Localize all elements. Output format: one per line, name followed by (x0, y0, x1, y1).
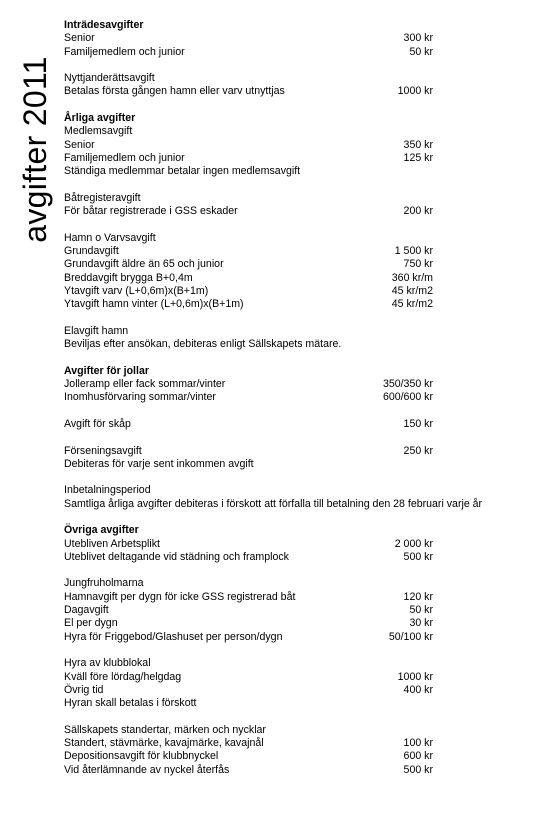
fee-label: Elavgift hamn (64, 324, 129, 337)
fee-line (64, 737, 524, 750)
fee-label: Förseningsavgift (64, 444, 142, 457)
fee-label: Familjemedlem och junior (64, 45, 185, 58)
fee-line (64, 125, 524, 138)
fee-amount: 300 kr (403, 32, 433, 45)
fee-section (64, 72, 524, 99)
fee-amount: 350/350 kr (382, 378, 433, 391)
fee-line (64, 192, 524, 205)
fee-amount: 50 kr (409, 45, 433, 58)
section-heading (64, 19, 524, 32)
fee-line (64, 258, 524, 271)
fee-line (64, 498, 524, 511)
fee-label: Övrig tid (64, 683, 104, 696)
fee-line (64, 232, 524, 245)
fee-label: Jungfruholmarna (64, 577, 144, 590)
fee-amount: 350 kr (403, 138, 433, 151)
fee-amount: 100 kr (403, 737, 433, 750)
fee-label: Hyran skall betalas i förskott (64, 697, 197, 710)
fee-amount: 1 500 kr (394, 245, 433, 258)
fee-amount: 150 kr (403, 417, 433, 430)
fee-section (64, 232, 524, 312)
fee-amount: 120 kr (403, 590, 433, 603)
fee-label: Ständiga medlemmar betalar ingen medlemsavgift (64, 165, 301, 178)
fee-line (64, 445, 524, 458)
fee-line (64, 165, 524, 178)
fee-amount: 250 kr (403, 444, 433, 457)
fee-label: Avgift för skåp (64, 417, 131, 430)
fee-line (64, 538, 524, 551)
fee-line (64, 684, 524, 697)
fee-section (64, 192, 524, 219)
section-heading (64, 365, 524, 378)
fee-line (64, 205, 524, 218)
fee-line (64, 285, 524, 298)
fee-line (64, 657, 524, 670)
fee-line (64, 245, 524, 258)
fee-label: Nyttjanderättsavgift (64, 72, 155, 85)
fee-amount: 500 kr (403, 763, 433, 776)
section-heading (64, 524, 524, 537)
fee-line (64, 577, 524, 590)
fee-section (64, 657, 524, 710)
section-heading-text: Inträdesavgifter (64, 19, 144, 31)
fee-label: Grundavgift (64, 245, 119, 258)
fee-section (64, 724, 524, 777)
fee-label: Betalas första gången hamn eller varv utnyttjas (64, 85, 285, 98)
fee-label: Medlemsavgift (64, 125, 133, 138)
fee-amount: 50 kr (409, 604, 433, 617)
fee-line (64, 617, 524, 630)
fee-label: Debiteras för varje sent inkommen avgift (64, 457, 254, 470)
fee-amount: 600/600 kr (382, 391, 433, 404)
fee-amount: 45 kr/m2 (391, 298, 433, 311)
fee-section (64, 577, 524, 643)
fee-label: Senior (64, 32, 95, 45)
fee-amount: 400 kr (403, 683, 433, 696)
fee-amount: 750 kr (403, 258, 433, 271)
fee-label: Ytavgift varv (L+0,6m)x(B+1m) (64, 284, 209, 297)
fee-amount: 125 kr (403, 151, 433, 164)
section-heading-text: Årliga avgifter (64, 112, 136, 125)
fee-line (64, 152, 524, 165)
fee-list (64, 19, 524, 790)
fee-label: Samtliga årliga avgifter debiteras i förskott att förfalla till betalning den 28 februari varje år (64, 497, 483, 510)
fee-line (64, 551, 524, 564)
fee-label: Depositionsavgift för klubbnyckel (64, 750, 219, 763)
fee-section (64, 112, 524, 178)
fee-label: Hamn o Varvsavgift (64, 231, 156, 244)
fee-label: Dagavgift (64, 604, 109, 617)
fee-section (64, 325, 524, 352)
fee-label: Jolleramp eller fack sommar/vinter (64, 378, 226, 391)
fee-label: El per dygn (64, 617, 118, 630)
fee-line (64, 272, 524, 285)
fee-amount: 200 kr (403, 205, 433, 218)
fee-section (64, 19, 524, 59)
fee-amount: 1000 kr (397, 670, 433, 683)
fee-label: Sällskapets standertar, märken och nycklar (64, 723, 266, 736)
fee-line (64, 671, 524, 684)
fee-label: Kväll före lördag/helgdag (64, 670, 182, 683)
fee-line (64, 391, 524, 404)
fee-line (64, 697, 524, 710)
fee-line (64, 338, 524, 351)
fee-amount: 1000 kr (397, 85, 433, 98)
side-title-text: avgifter 2011 (16, 55, 53, 243)
fee-label: Senior (64, 138, 95, 151)
section-heading (64, 112, 524, 125)
fee-line (64, 631, 524, 644)
fee-amount: 360 kr/m (391, 271, 433, 284)
fee-amount: 600 kr (403, 750, 433, 763)
fee-section (64, 524, 524, 564)
fee-line (64, 418, 524, 431)
fee-label: För båtar registrerade i GSS eskader (64, 205, 238, 218)
fee-label: Uteblivet deltagande vid städning och framplock (64, 550, 289, 563)
fee-amount: 500 kr (403, 550, 433, 563)
fee-label: Grundavgift äldre än 65 och junior (64, 258, 224, 271)
fee-line (64, 604, 524, 617)
fee-label: Utebliven Arbetsplikt (64, 537, 160, 550)
fee-line (64, 46, 524, 59)
fee-label: Hyra för Friggebod/Glashuset per person/dygn (64, 630, 283, 643)
fee-label: Beviljas efter ansökan, debiteras enligt Sällskapets mätare. (64, 338, 342, 351)
fee-label: Hyra av klubblokal (64, 657, 151, 670)
fee-label: Hamnavgift per dygn för icke GSS registrerad båt (64, 590, 296, 603)
fee-line (64, 591, 524, 604)
fee-line (64, 32, 524, 45)
fee-line (64, 85, 524, 98)
fee-line (64, 750, 524, 763)
fee-line (64, 139, 524, 152)
fee-label: Inbetalningsperiod (64, 484, 151, 497)
section-heading-text: Övriga avgifter (64, 524, 139, 537)
side-title (16, 42, 54, 256)
fee-label: Vid återlämnande av nyckel återfås (64, 763, 230, 776)
fee-amount: 30 kr (409, 617, 433, 630)
fee-line (64, 72, 524, 85)
fee-label: Ytavgift hamn vinter (L+0,6m)x(B+1m) (64, 298, 244, 311)
fee-section (64, 418, 524, 431)
fee-label: Standert, stävmärke, kavajmärke, kavajnål (64, 737, 264, 750)
fee-amount: 45 kr/m2 (391, 284, 433, 297)
fee-label: Båtregisteravgift (64, 191, 141, 204)
fee-label: Inomhusförvaring sommar/vinter (64, 391, 216, 404)
fee-label: Familjemedlem och junior (64, 151, 185, 164)
fee-line (64, 484, 524, 497)
fee-label: Breddavgift brygga B+0,4m (64, 271, 193, 284)
section-heading-text: Avgifter för jollar (64, 364, 149, 377)
fee-section (64, 484, 524, 511)
fee-line (64, 325, 524, 338)
fee-line (64, 724, 524, 737)
fee-line (64, 764, 524, 777)
fee-section (64, 445, 524, 472)
fee-line (64, 298, 524, 311)
fee-amount: 2 000 kr (394, 537, 433, 550)
fee-line (64, 378, 524, 391)
fee-amount: 50/100 kr (388, 630, 433, 643)
fee-line (64, 458, 524, 471)
fee-section (64, 365, 524, 405)
